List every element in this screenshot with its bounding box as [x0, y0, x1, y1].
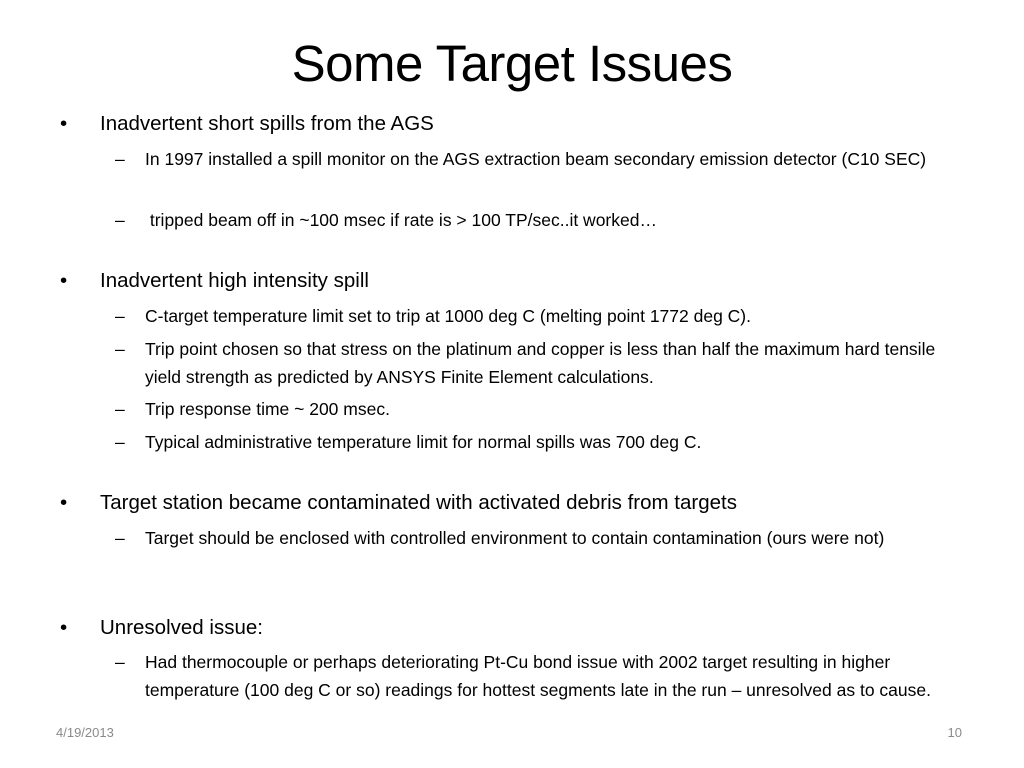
- sub-bullet-text: Trip response time ~ 200 msec.: [145, 399, 390, 419]
- slide-number: 10: [947, 725, 962, 740]
- footer-date: 4/19/2013: [56, 725, 114, 740]
- sub-bullet-text: In 1997 installed a spill monitor on the AGS extraction beam secondary emission detector (C10 SEC): [145, 149, 927, 169]
- bullet-marker: •: [60, 616, 68, 639]
- bullet-text: Unresolved issue:: [100, 616, 263, 639]
- sub-bullet-text: tripped beam off in ~100 msec if rate is > 100 TP/sec..it worked…: [145, 210, 657, 230]
- dash-marker: –: [115, 306, 125, 326]
- sub-bullet-text: Typical administrative temperature limit for normal spills was 700 deg C.: [145, 432, 702, 452]
- dash-marker: –: [115, 399, 125, 419]
- dash-marker: –: [115, 339, 125, 359]
- bullet-marker: •: [60, 269, 68, 292]
- dash-marker: –: [115, 652, 125, 672]
- dash-marker: –: [115, 210, 125, 230]
- slide-title: Some Target Issues: [291, 35, 733, 92]
- sub-bullet-text: Trip point chosen so that stress on the platinum and copper is less than half the maximum hard tensile yield strength as predicted by ANSYS Finite Element calculations.: [145, 339, 936, 387]
- bullet-marker: •: [60, 491, 68, 514]
- bullet-text: Inadvertent high intensity spill: [100, 269, 369, 292]
- bullet-text: Inadvertent short spills from the AGS: [100, 112, 434, 135]
- sub-bullet-text: Target should be enclosed with controlled environment to contain contamination (ours were not): [145, 528, 885, 548]
- bullet-marker: •: [60, 112, 68, 135]
- dash-marker: –: [115, 149, 125, 169]
- sub-bullet-text: C-target temperature limit set to trip at 1000 deg C (melting point 1772 deg C).: [145, 306, 751, 326]
- bullet-text: Target station became contaminated with activated debris from targets: [100, 491, 737, 514]
- dash-marker: –: [115, 528, 125, 548]
- dash-marker: –: [115, 432, 125, 452]
- sub-bullet-text: Had thermocouple or perhaps deteriorating Pt-Cu bond issue with 2002 target resulting in higher temperature (100 deg C or so) readings for hottest segments late in the run – unresolved as to cause.: [145, 652, 931, 700]
